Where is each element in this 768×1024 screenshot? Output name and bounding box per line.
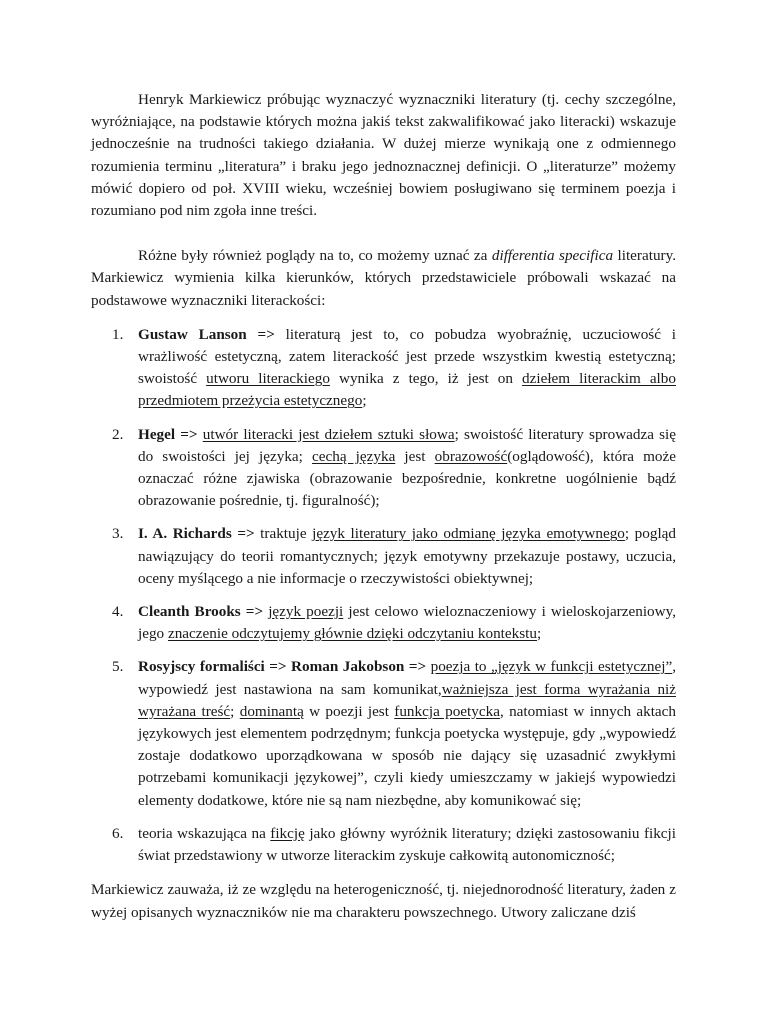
paragraph-intro: Henryk Markiewicz próbując wyznaczyć wyznaczniki literatury (tj. cechy szczególne, wyróżniające, na podstawie których można jakiś tekst zakwalifikować jako literacki) wskazuje jednocześnie na trudności takiego działania. W dużej mierze wynikają one z odmiennego rozumienia terminu „literatura” i braku jego jednoznacznej definicji. O „literaturze” możemy mówić dopiero od poł. XVIII wieku, wcześniej bowiem posługiwano się terminem poezja i rozumiano pod nim zgoła inne treści. <box>91 91 676 220</box>
list-item-brooks <box>91 601 676 645</box>
list-item-text: teoria wskazująca na <box>138 824 271 842</box>
list-number: 5. <box>112 658 124 676</box>
list-item-text: ; <box>230 702 240 720</box>
list-item-text: literaturą jest to, co pobudza wyobraźnię, uczuciowość i wrażliwość estetyczną, zatem literackość jest przede wszystkim kwestią estetyczną; swoistość <box>138 325 676 388</box>
underlined-phrase: poezja to „język w funkcji estetycznej” <box>430 658 673 676</box>
paragraph-differentia-italic: differentia specifica <box>491 247 614 265</box>
list-item-lanson <box>91 324 676 413</box>
underlined-phrase: cechą języka <box>312 447 396 465</box>
list-number: 1. <box>112 325 124 343</box>
list-item-formalists <box>91 656 676 811</box>
list-number: 4. <box>112 603 124 621</box>
list-number: 3. <box>112 525 124 543</box>
list-item-text: traktuje <box>254 525 313 543</box>
underlined-phrase: język literatury jako odmianę języka emotywnego <box>312 525 625 543</box>
underlined-phrase: utwór literacki jest dziełem sztuki słowa <box>202 425 455 443</box>
list-item-text: ; <box>362 392 367 410</box>
list-item-text: jest celowo wieloznaczeniowy i wieloskojarzeniowy, jego <box>138 603 677 643</box>
list-item-hegel <box>91 424 676 513</box>
list-item-text: jako główny wyróżnik literatury; dzięki zastosowaniu fikcji świat przedstawiony w utworze literackim zyskuje całkowitą autonomiczność; <box>138 824 676 865</box>
underlined-phrase: ważniejsza jest forma wyrażania niż wyrażana treść <box>138 680 676 720</box>
list-item-text: jest <box>395 447 435 465</box>
list-number: 6. <box>112 824 124 842</box>
document-page <box>91 89 676 924</box>
list-item-text: , natomiast w innych aktach językowych jest elementem podrzędnym; funkcja poetycka występuje, gdy „wypowiedź zostaje dodatkowo uporządkowana w sposób nie dający się uzasadnić zwykłymi potrzebami komunikacji językowej”, czyli kiedy umieszczamy w jakiejś wypowiedzi elementy dodatkowe, które nie są nam niezbędne, aby komunikować się; <box>138 702 676 809</box>
underlined-phrase: utworu literackiego <box>206 370 330 388</box>
underlined-phrase: język poezji <box>268 603 344 621</box>
determinants-list <box>91 324 676 867</box>
list-item-text: (oglądowość), która może oznaczać różne zjawiska (obrazowanie bezpośrednie, konkretne uogólnienie bądź obrazowanie pośrednie, tj. figuralność); <box>138 447 677 510</box>
list-item-author: I. A. Richards => <box>138 525 255 543</box>
list-item-fiction <box>91 823 676 867</box>
list-item-text: w poezji jest <box>303 702 395 720</box>
underlined-phrase: fikcję <box>270 824 305 842</box>
list-item-richards <box>91 523 676 590</box>
paragraph-conclusion: Markiewicz zauważa, iż ze względu na heterogeniczność, tj. niejednorodność literatury, żaden z wyżej opisanych wyznaczników nie ma charakteru powszechnego. Utwory zaliczane dziś <box>91 881 676 921</box>
list-item-author: Gustaw Lanson => <box>138 325 275 343</box>
list-number: 2. <box>112 425 124 443</box>
underlined-phrase: znaczenie odczytujemy głównie dzięki odczytaniu kontekstu <box>167 625 537 643</box>
paragraph-differentia <box>91 245 676 312</box>
underlined-phrase: funkcja poetycka <box>394 702 500 720</box>
list-item-text: ; swoistość literatury sprowadza się do swoistości jej języka; <box>138 425 677 465</box>
list-item-text: ; <box>536 625 542 643</box>
underlined-phrase: dziełem literackim albo przedmiotem przeżycia estetycznego <box>138 370 676 410</box>
list-item-text: , wypowiedź jest nastawiona na sam komunikat, <box>138 658 676 698</box>
underlined-phrase: dominantą <box>239 702 304 720</box>
underlined-phrase: obrazowość <box>434 447 508 465</box>
list-item-author: Hegel => <box>138 425 198 443</box>
list-item-text: wynika z tego, iż jest on <box>329 370 523 388</box>
list-item-text: ; pogląd nawiązujący do teorii romantycznych; język emotywny przekazuje postawy, uczucia, oceny myślącego a nie informacje o rzeczywistości obiektywnej; <box>138 525 677 587</box>
paragraph-differentia-text-2: literatury. Markiewicz wymienia kilka kierunków, których przedstawiciele próbowali wskazać na podstawowe wyznaczniki literackości: <box>91 247 676 309</box>
list-item-author: Cleanth Brooks => <box>138 603 264 621</box>
paragraph-differentia-text-1: Różne były również poglądy na to, co możemy uznać za <box>138 247 492 265</box>
list-item-author: Rosyjscy formaliści => Roman Jakobson => <box>138 658 427 676</box>
